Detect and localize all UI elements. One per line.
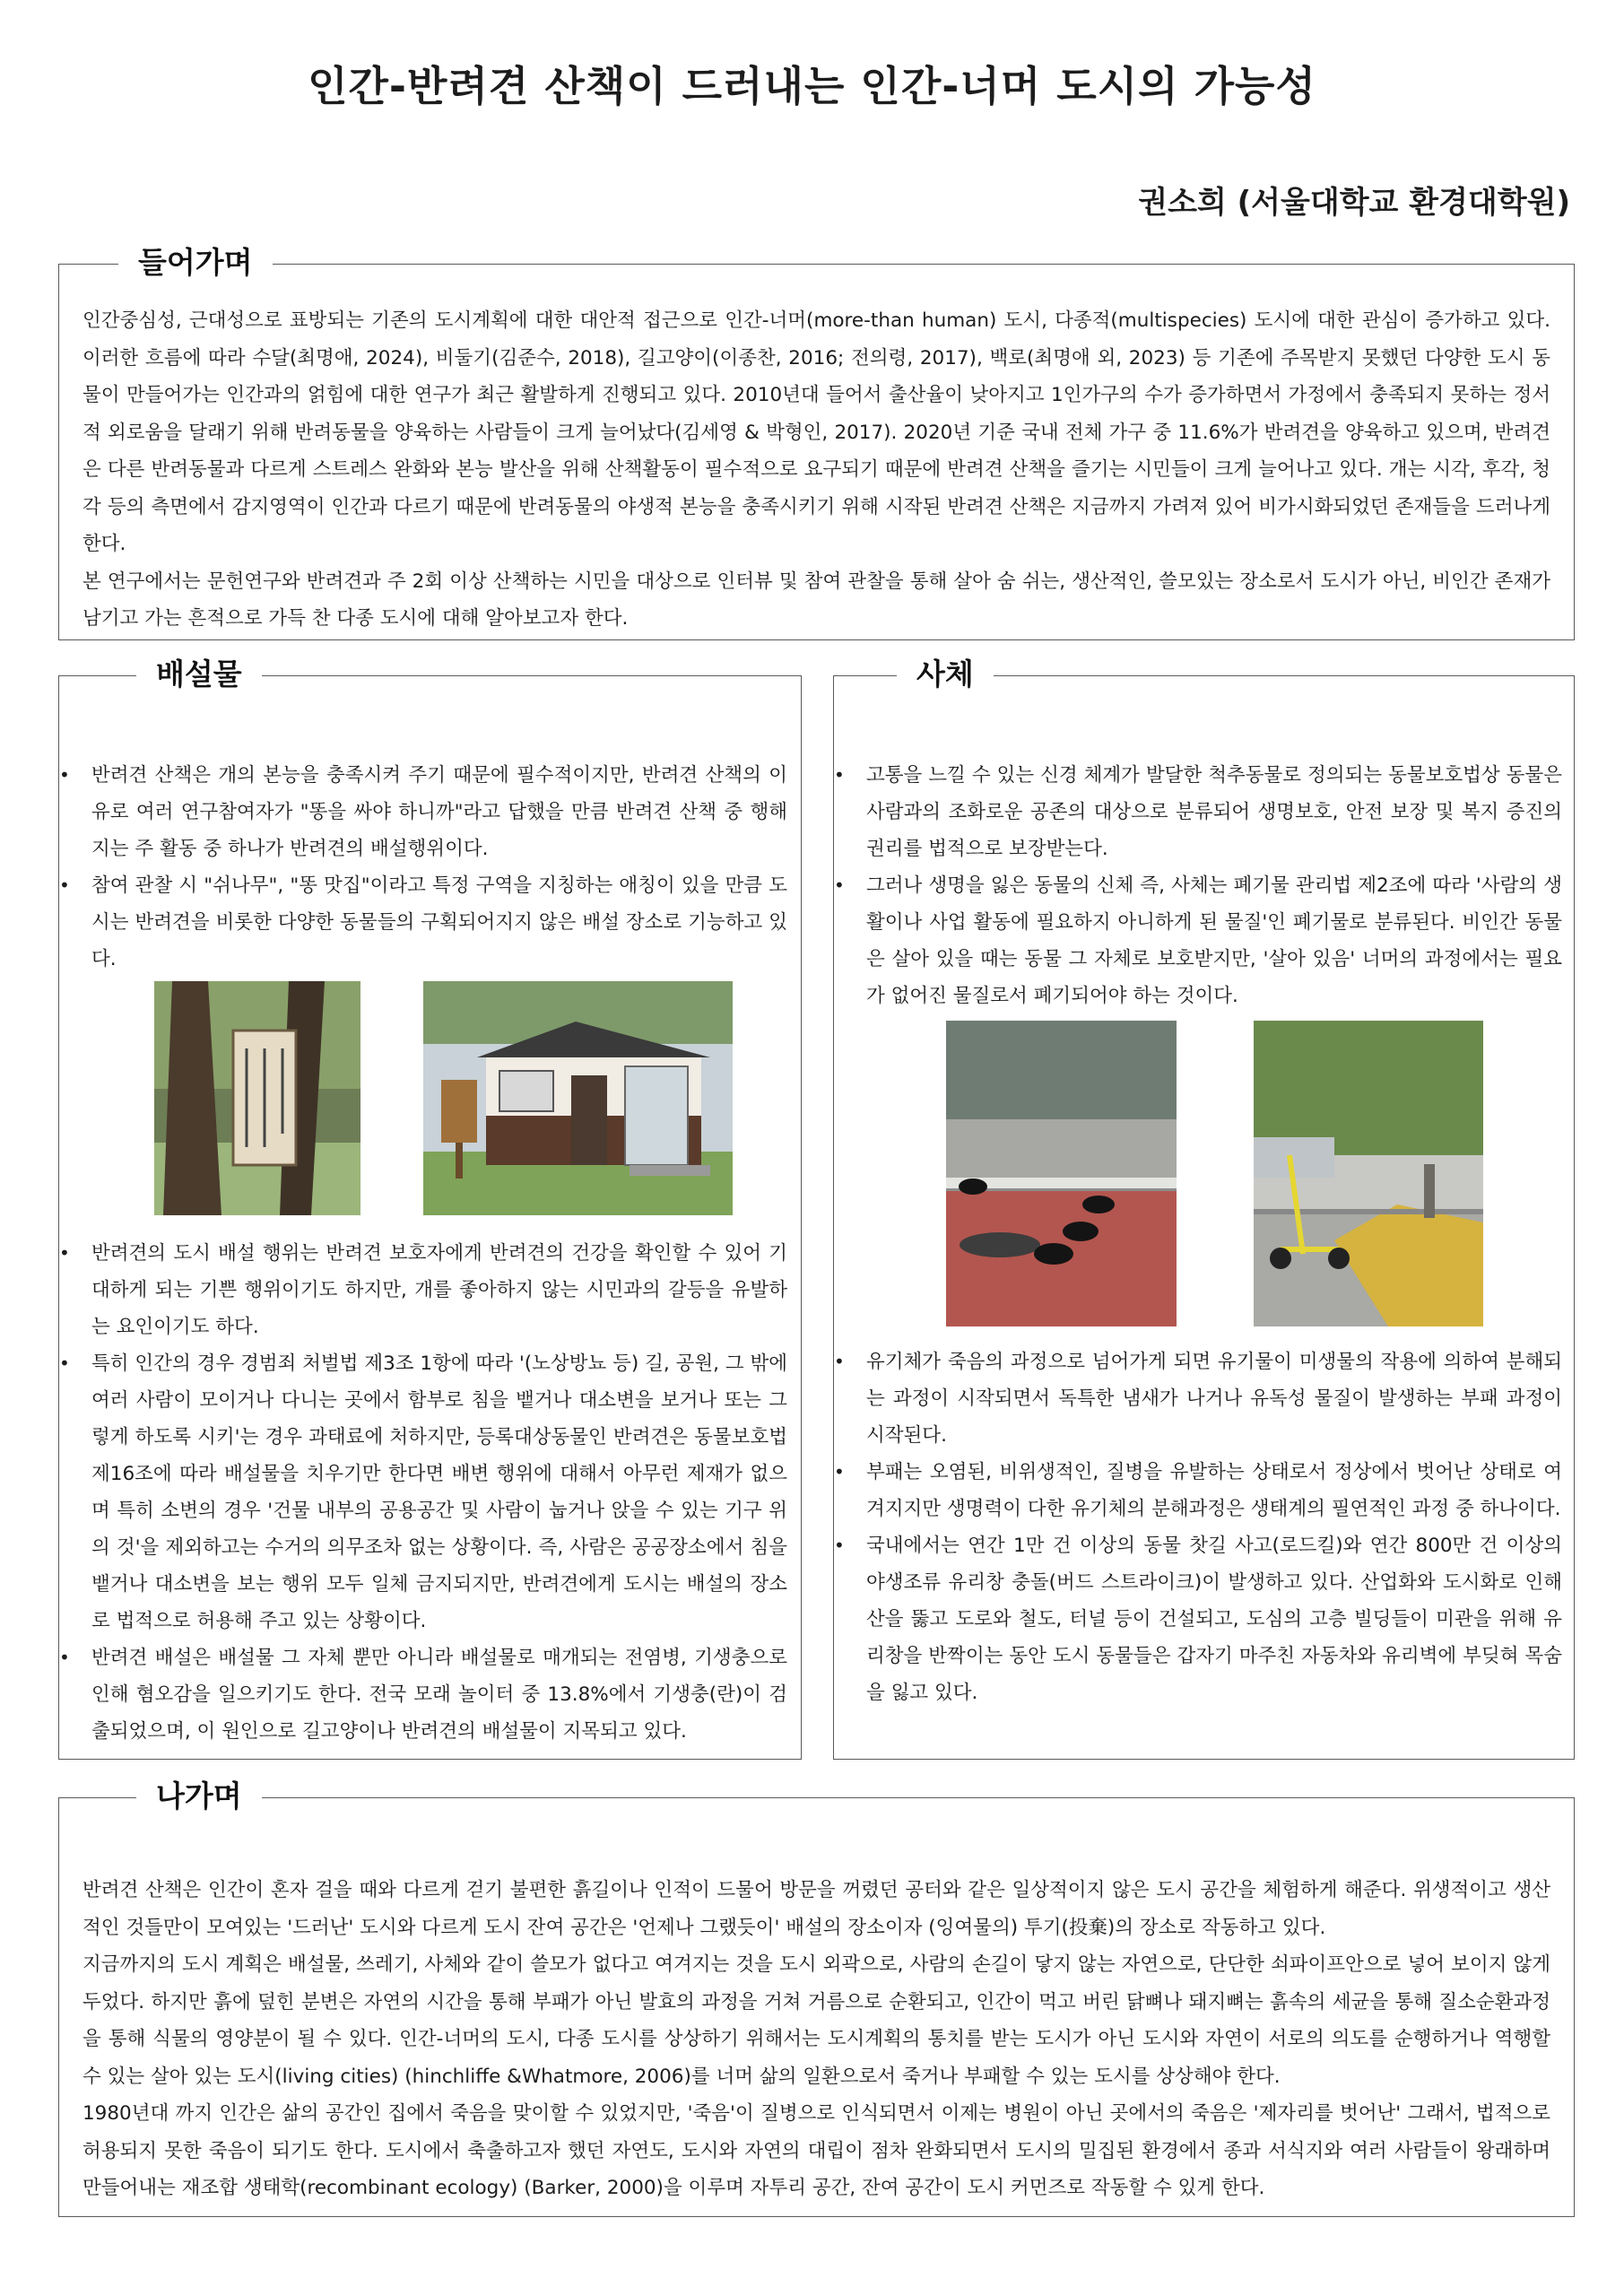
excrement-section	[58, 657, 802, 1760]
carcass-section	[833, 657, 1575, 1760]
excrement-heading: 배설물	[136, 653, 262, 696]
poster-title: 인간-반려견 산책이 드러내는 인간-너머 도시의 가능성	[308, 62, 1316, 110]
list-item: • 부패는 오염된, 비위생적인, 질병을 유발하는 상태로서 정상에서 벗어난 상태로 여겨지지만 생명력이 다한 유기체의 분해과정은 생태계의 필연적인 과정 중 하나이다.	[834, 1454, 1562, 1527]
list-item: • 국내에서는 연간 1만 건 이상의 동물 찻길 사고(로드킬)와 연간 800만 건 이상의 야생조류 유리창 충돌(버드 스트라이크)이 발생하고 있다. 산업화와 도시화로 인해 산을 뚫고 도로와 철도, 터널 등이 건설되고, 도심의 고층 빌딩들이 미관을 위해 유리창을 반짝이는 동안 도시 동물들은 갑자기 마주친 자동차와 유리벽에 부딪혀 목숨을 잃고 있다.	[834, 1527, 1562, 1711]
conclusion-heading: 나가며	[136, 1775, 262, 1818]
carcass-heading: 사체	[897, 653, 994, 696]
list-item: • 반려견의 도시 배설 행위는 반려견 보호자에게 반려견의 건강을 확인할 수 있어 기대하게 되는 기쁜 행위이기도 하지만, 개를 좋아하지 않는 시민과의 갈등을 유발하는 요인이기도 하다.	[59, 1235, 787, 1345]
intro-paragraph: 본 연구에서는 문헌연구와 반려견과 주 2회 이상 산책하는 시민을 대상으로 인터뷰 및 참여 관찰을 통해 살아 숨 쉬는, 생산적인, 쓸모있는 장소로서 도시가 아닌, 비인간 존재가 남기고 가는 흔적으로 가득 찬 다종 도시에 대해 알아보고자 한다.	[83, 570, 1550, 630]
conclusion-paragraph: 지금까지의 도시 계획은 배설물, 쓰레기, 사체와 같이 쓸모가 없다고 여겨지는 것을 도시 외곽으로, 사람의 손길이 닿지 않는 자연으로, 단단한 쇠파이프안으로 넣어 보이지 않게 두었다. 하지만 흙에 덮힌 분변은 자연의 시간을 통해 부패가 아닌 발효의 과정을 거쳐 거름으로 순환되고, 인간이 먹고 버린 닭뼈나 돼지뼈는 흙속의 세균을 통해 질소순환과정을 통해 식물의 영양분이 될 수 있다. 인간-너머의 도시, 다종 도시를 상상하기 위해서는 도시계획의 통치를 받는 도시가 아닌 도시와 자연이 서로의 의도를 순행하거나 역행할 수 있는 살아 있는 도시(living cities) (hinchliffe &Whatmore, 2006)를 너머 삶의 일환으로서 죽거나 부패할 수 있는 도시를 상상해야 한다.	[83, 1953, 1550, 2088]
excrement-bullets-top	[59, 757, 787, 978]
list-item: • 반려견 산책은 개의 본능을 충족시켜 주기 때문에 필수적이지만, 반려견 산책의 이유로 여러 연구참여자가 "똥을 싸야 하니까"라고 답했을 만큼 반려견 산책 중 행해지는 주 활동 중 하나가 반려견의 배설행위이다.	[59, 757, 787, 867]
list-item: • 참여 관찰 시 "쉬나무", "똥 맛집"이라고 특정 구역을 지칭하는 애칭이 있을 만큼 도시는 반려견을 비롯한 다양한 동물들의 구획되어지지 않은 배설 장소로 기능하고 있다.	[59, 867, 787, 978]
intro-section	[58, 245, 1575, 640]
intro-paragraph: 인간중심성, 근대성으로 표방되는 기존의 도시계획에 대한 대안적 접근으로 인간-너머(more-than human) 도시, 다종적(multispecies) 도시에 대한 관심이 증가하고 있다. 이러한 흐름에 따라 수달(최명애, 2024), 비둘기(김준수, 2018), 길고양이(이종찬, 2016; 전의령, 2017), 백로(최명애 외, 2023) 등 기존에 주목받지 못했던 다양한 도시 동물이 만들어가는 인간과의 얽힘에 대한 연구가 최근 활발하게 진행되고 있다. 2010년대 들어서 출산율이 낮아지고 1인가구의 수가 증가하면서 가정에서 충족되지 못하는 정서적 외로움을 달래기 위해 반려동물을 양육하는 사람들이 크게 늘어났다(김세영 & 박형인, 2017). 2020년 기준 국내 전체 가구 중 11.6%가 반려견을 양육하고 있으며, 반려견은 다른 반려동물과 다르게 스트레스 완화와 본능 발산을 위해 산책활동이 필수적으로 요구되기 때문에 반려견 산책을 즐기는 시민들이 크게 늘어나고 있다. 개는 시각, 후각, 청각 등의 측면에서 감지영역이 인간과 다르기 때문에 반려동물의 야생적 본능을 충족시키기 위해 시작된 반려견 산책은 지금까지 가려져 있어 비가시화되었던 존재들을 드러나게 한다.	[83, 309, 1550, 555]
list-item: • 반려견 배설은 배설물 그 자체 뿐만 아니라 배설물로 매개되는 전염병, 기생충으로 인해 혐오감을 일으키기도 한다. 전국 모래 놀이터 중 13.8%에서 기생충(란)이 검출되었으며, 이 원인으로 길고양이나 반려견의 배설물이 지목되고 있다.	[59, 1639, 787, 1750]
conclusion-paragraph: 1980년대 까지 인간은 삶의 공간인 집에서 죽음을 맞이할 수 있었지만, '죽음'이 질병으로 인식되면서 이제는 병원이 아닌 곳에서의 죽음은 '제자리를 벗어난' 그래서, 법적으로 허용되지 못한 죽음이 되기도 한다. 도시에서 축출하고자 했던 자연도, 도시와 자연의 대립이 점차 완화되면서 도시의 밀집된 환경에서 종과 서식지와 여러 사람들이 왕래하며 만들어내는 재조합 생태학(recombinant ecology) (Barker, 2000)을 이루며 자투리 공간, 잔여 공간이 도시 커먼즈로 작동할 수 있게 한다.	[83, 2102, 1550, 2199]
conclusion-section	[58, 1779, 1575, 2217]
list-item: • 그러나 생명을 잃은 동물의 신체 즉, 사체는 폐기물 관리법 제2조에 따라 '사람의 생활이나 사업 활동에 필요하지 아니하게 된 물질'인 폐기물로 분류된다. 비인간 동물은 살아 있을 때는 동물 그 자체로 보호받지만, '살아 있음' 너머의 과정에서는 필요가 없어진 물질로서 폐기되어야 하는 것이다.	[834, 867, 1562, 1014]
list-item: • 특히 인간의 경우 경범죄 처벌법 제3조 1항에 따라 '(노상방뇨 등) 길, 공원, 그 밖에 여러 사람이 모이거나 다니는 곳에서 함부로 침을 뱉거나 대소변을 보거나 또는 그렇게 하도록 시키'는 경우 과태료에 처하지만, 등록대상동물인 반려견은 동물보호법 제16조에 따라 배설물을 치우기만 한다면 배변 행위에 대해서 아무런 제재가 없으며 특히 소변의 경우 '건물 내부의 공용공간 및 사람이 눕거나 앉을 수 있는 기구 위의 것'을 제외하고는 수거의 의무조차 없는 상황이다. 즉, 사람은 공공장소에서 침을 뱉거나 대소변을 보는 행위 모두 일체 금지되지만, 반려견에게 도시는 배설의 장소로 법적으로 허용해 주고 있는 상황이다.	[59, 1345, 787, 1639]
conclusion-paragraph: 반려견 산책은 인간이 혼자 걸을 때와 다르게 걷기 불편한 흙길이나 인적이 드물어 방문을 꺼렸던 공터와 같은 일상적이지 않은 도시 공간을 체험하게 해준다. 위생적이고 생산적인 것들만이 모여있는 '드러난' 도시와 다르게 도시 잔여 공간은 '언제나 그랬듯이' 배설의 장소이자 (잉여물의) 투기(投棄)의 장소로 작동하고 있다.	[83, 1879, 1550, 1939]
carcass-bullets-top	[834, 757, 1562, 1014]
excrement-bullets-bottom	[59, 1235, 787, 1750]
list-item: • 고통을 느낄 수 있는 신경 체계가 발달한 척추동물로 정의되는 동물보호법상 동물은 사람과의 조화로운 공존의 대상으로 분류되어 생명보호, 안전 보장 및 복지 증진의 권리를 법적으로 보장받는다.	[834, 757, 1562, 867]
intro-heading: 들어가며	[118, 241, 273, 284]
crows-on-road-photo	[946, 1021, 1177, 1326]
carcass-bullets-bottom	[834, 1344, 1562, 1711]
tree-sign-photo	[154, 981, 360, 1215]
dog-toilet-building-photo	[423, 981, 733, 1215]
author-affiliation: 권소희 (서울대학교 환경대학원)	[1138, 185, 1570, 221]
list-item: • 유기체가 죽음의 과정으로 넘어가게 되면 유기물이 미생물의 작용에 의하여 분해되는 과정이 시작되면서 독특한 냄새가 나거나 유독성 물질이 발생하는 부패 과정이 시작된다.	[834, 1344, 1562, 1454]
scooter-street-photo	[1254, 1021, 1483, 1326]
